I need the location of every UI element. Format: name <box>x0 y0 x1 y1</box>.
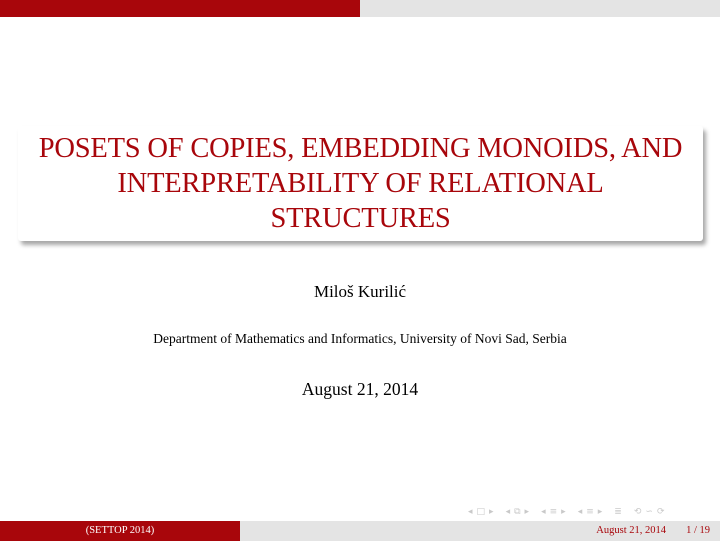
author-name: Miloš Kurilić <box>313 282 407 301</box>
footer-page-number: 1 / 19 <box>686 525 710 536</box>
footer-info <box>240 521 720 541</box>
nav-zoom-icon[interactable]: ∽ <box>645 507 653 517</box>
nav-prev-section-icon[interactable]: ◂ <box>577 507 583 517</box>
nav-section-icon[interactable]: ≡ <box>586 507 594 517</box>
nav-search-icon[interactable]: ⟲ <box>633 507 642 517</box>
nav-frame-icon[interactable]: ⧉ <box>514 507 521 517</box>
footer-bar <box>0 521 720 541</box>
header-bar <box>0 0 720 17</box>
nav-subsection-icon[interactable]: ≡ <box>549 507 558 517</box>
footer-short-title: (SETTOP 2014) <box>0 521 240 541</box>
nav-next-slide-icon[interactable]: ▸ <box>489 507 494 517</box>
nav-prev-slide-icon[interactable]: ◂ <box>468 507 473 517</box>
beamer-navigation <box>468 505 704 519</box>
nav-prev-frame-icon[interactable]: ◂ <box>505 507 511 517</box>
title-block <box>18 126 703 241</box>
nav-align-icon[interactable]: ≣ <box>614 507 622 517</box>
nav-next-subsection-icon[interactable]: ▸ <box>561 507 566 517</box>
footer-date: August 21, 2014 <box>596 525 666 536</box>
presentation-date: August 21, 2014 <box>301 379 419 399</box>
nav-slide-icon[interactable]: □ <box>476 507 486 517</box>
nav-prev-subsection-icon[interactable]: ◂ <box>541 507 546 517</box>
nav-return-icon[interactable]: ⟳ <box>656 507 665 517</box>
nav-next-section-icon[interactable]: ▸ <box>597 507 603 517</box>
header-bar-accent <box>0 0 360 17</box>
author-affiliation: Department of Mathematics and Informatics, University of Novi Sad, Serbia <box>153 331 567 346</box>
nav-next-frame-icon[interactable]: ▸ <box>524 507 530 517</box>
slide-title: POSETS OF COPIES, EMBEDDING MONOIDS, AND INTERPRETABILITY OF RELATIONAL STRUCTURES <box>38 133 683 234</box>
